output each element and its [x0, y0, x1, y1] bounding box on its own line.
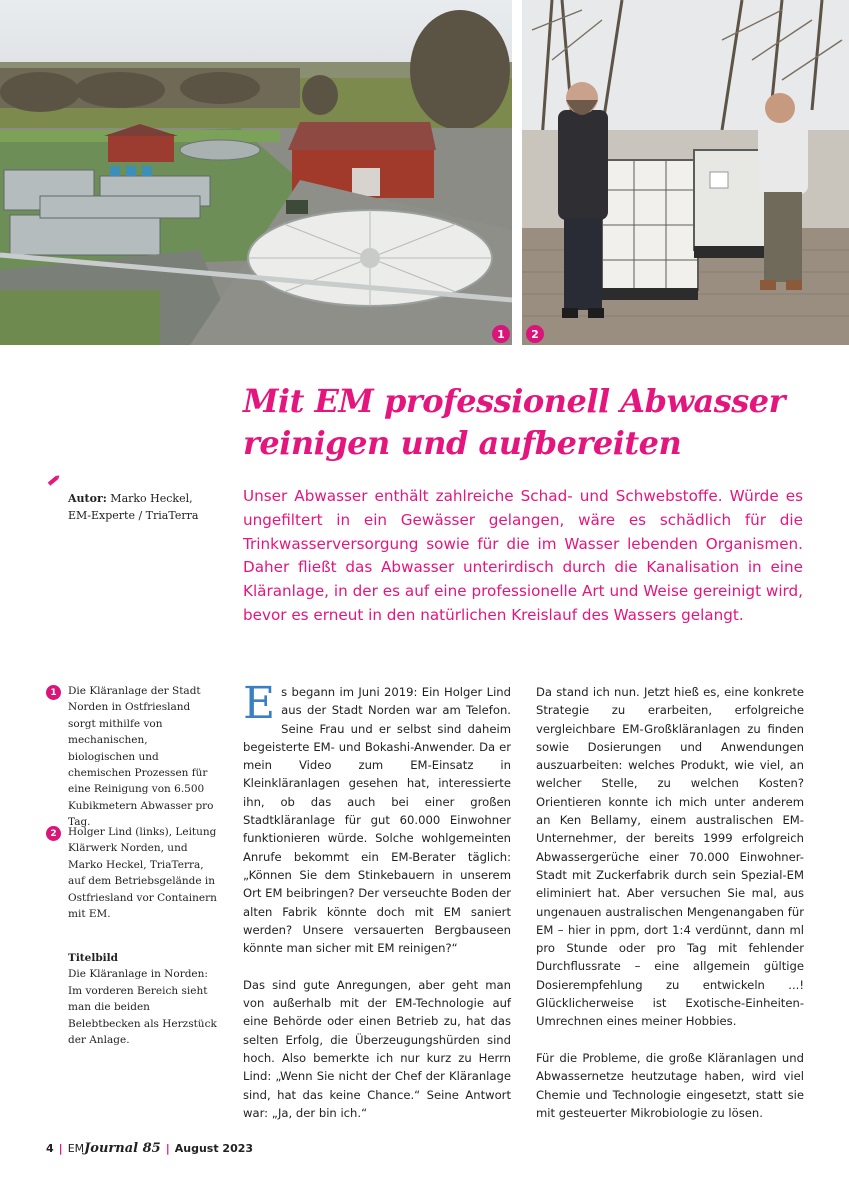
author-name: Marko Heckel,: [106, 492, 193, 505]
drop-cap: E: [243, 678, 276, 729]
magazine-em: EM: [67, 1142, 85, 1155]
caption-2: Holger Lind (links), Leitung Klärwerk Norden, und Marko Heckel, TriaTerra, auf dem Betriebsgelände in Ostfriesland vor Containern mit EM.: [68, 826, 217, 921]
photo-treatment-plant-graphic: [0, 0, 512, 345]
issue-date: August 2023: [174, 1142, 254, 1155]
author-block: [68, 490, 238, 524]
body-paragraph: Da stand ich nun. Jetzt hieß es, eine konkrete Strategie zu erarbeiten, erfolgreiche vergleichbare EM-Großkläranlagen zu finden sowie Dosierungen und Anwendungen auszuarbeiten: welches Produkt, wie viel, an welcher Stelle, zu welchen Kosten? Orientieren konnte ich mich unter anderem an Ken Bellamy, einem australischen EM-Unternehmer, der bereits 1999 erfolgreich Abwassergerüche einer 70.000 Einwohner-Stadt mit Zuckerfabrik durch sein Spezial-EM eliminiert hat. Aber versuchen Sie mal, aus ungenauen australischen Mengenangaben für EM – hier in ppm, dort 1:4 verdünnt, dann ml pro Stunde oder pro Tag mit fehlender Durchflussrate – eine allgemein gültige Dosierempfehlung zu entwickeln ...! Glücklicherweise ist Exotische-Einheiten-Umrechnen eines meiner Hobbies.: [536, 685, 804, 1029]
body-paragraph-text: s begann im Juni 2019: Ein Holger Lind aus der Stadt Norden war am Telefon. Seine Frau und er selbst sind daheim begeisterte EM- und Bokashi-Anwender. Da er mein Video zum EM-Einsatz in Kleinkläranlagen gesehen hat, interessierte ihn, ob das auch bei einer großen Stadtkläranlage für gut 60.000 Einwohner funktionieren würde. Solche wohlgemeinten Anrufe bekommt ein EM-Berater täglich: „Können Sie dem Stinkebauern in unserem Ort EM beibringen? Der verseuchte Boden der alten Fabrik könnte doch mit EM saniert werden? Unsere versauerten Bergbauseen könnte man sicher mit EM reinigen?“: [243, 685, 511, 956]
page-number: 4: [46, 1142, 54, 1155]
titelbild-heading: Titelbild: [68, 952, 118, 964]
article-title-line1: Mit EM professionell Abwasser: [243, 382, 785, 420]
body-column-1: [243, 678, 511, 1122]
titelbild-text: Die Kläranlage in Norden: Im vorderen Bereich sieht man die beiden Belebtbecken als Herzstück der Anlage.: [68, 968, 217, 1047]
footer-separator: |: [165, 1142, 170, 1155]
author-label: Autor:: [68, 492, 107, 505]
article-title: [243, 380, 833, 464]
body-paragraph: [243, 678, 511, 957]
body-column-2: [536, 683, 804, 1122]
page-footer: [46, 1141, 253, 1156]
photo-number-badge: 2: [526, 325, 544, 343]
lead-paragraph: Unser Abwasser enthält zahlreiche Schad- und Schwebstoffe. Würde es ungefiltert in ein Gewässer gelangen, wäre es schädlich für die Trinkwasserversorgung sowie für die im Wasser lebenden Organismen. Daher fließt das Abwasser unterirdisch durch die Kanalisation in eine Kläranlage, in der es auf eine professionelle Art und Weise gereinigt wird, bevor es erneut in den natürlichen Kreislauf des Wassers gelangt.: [243, 487, 803, 624]
photo-treatment-plant: [0, 0, 512, 345]
magazine-name: [68, 1141, 161, 1156]
pencil-icon: [46, 472, 62, 488]
footer-separator: |: [58, 1142, 63, 1155]
body-paragraph: Das sind gute Anregungen, aber geht man von außerhalb mit der EM-Technologie auf eine Behörde oder einen Betrieb zu, hat das selten Erfolg, die Überzeugungshürden sind hoch. Also bemerkte ich nur kurz zu Herrn Lind: „Wenn Sie nicht der Chef der Kläranlage sind, hat das keine Chance.“ Seine Antwort war: „Ja, der bin ich.“: [243, 977, 511, 1120]
photo-number-badge: 1: [492, 325, 510, 343]
photo-men-containers-graphic: [522, 0, 849, 345]
titelbild-caption: [68, 950, 218, 1048]
caption-1-badge: 1: [46, 685, 61, 700]
caption-2-badge: 2: [46, 826, 61, 841]
magazine-journal: Journal 85: [84, 1141, 161, 1156]
caption-1: Die Kläranlage der Stadt Norden in Ostfriesland sorgt mithilfe von mechanischen, biologischen und chemischen Prozessen für eine Reinigung von 6.500 Kubikmetern Abwasser pro Tag.: [68, 685, 214, 829]
photo-men-containers: [522, 0, 849, 345]
author-role: EM-Experte / TriaTerra: [68, 509, 199, 522]
body-paragraph: Für die Probleme, die große Kläranlagen und Abwassernetze heutzutage haben, wird viel Chemie und Technologie eingesetzt, statt sie mit gesteuerter Mikrobiologie zu lösen.: [536, 1050, 804, 1120]
article-title-line2: reinigen und aufbereiten: [243, 424, 682, 462]
